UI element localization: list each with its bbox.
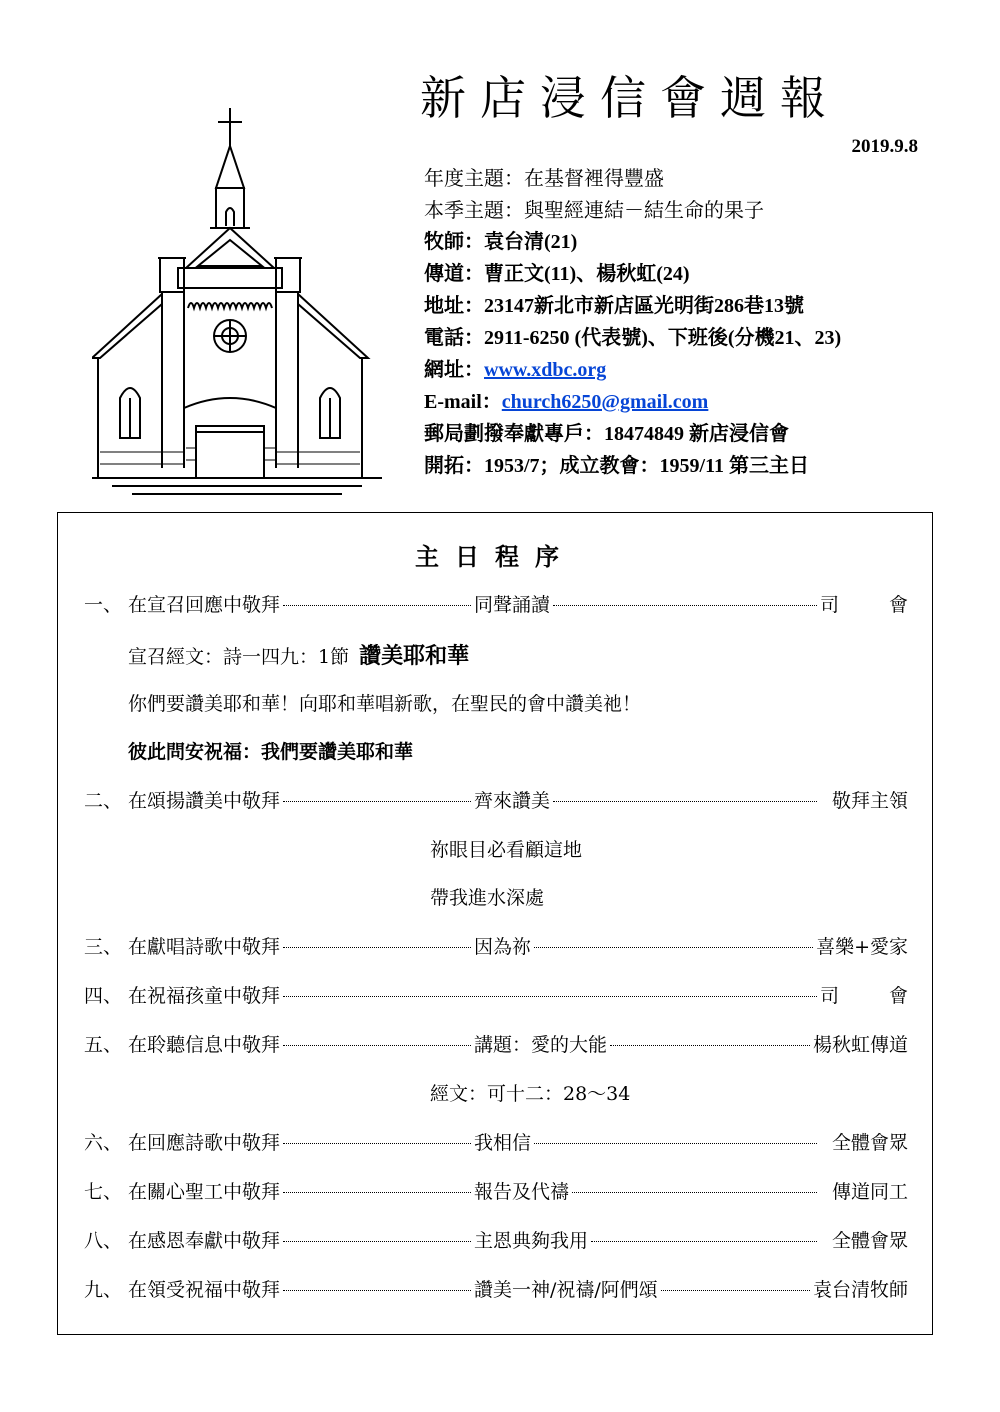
leader-dots: [534, 1143, 817, 1144]
address-line: 地址：23147新北市新店區光明街286巷13號: [424, 295, 804, 317]
leader-dots: [283, 1192, 471, 1193]
item-leader: 司會: [819, 985, 958, 1007]
item-leader: 全體會眾: [831, 1230, 908, 1252]
program-item: [84, 1226, 908, 1256]
leader-dots: [661, 1290, 810, 1291]
item-content: 同聲誦讀: [474, 594, 551, 616]
item-leader: 全體會眾: [831, 1132, 908, 1154]
song-title: 祢眼目必看顧這地: [430, 839, 583, 861]
program-item: [84, 590, 958, 620]
program-item: [84, 1128, 908, 1158]
bulletin-date: 2019.9.8: [851, 136, 918, 157]
website-link[interactable]: www.xdbc.org: [484, 359, 607, 381]
email-line: [424, 386, 841, 418]
call-title: 讚美耶和華: [359, 643, 470, 669]
annual-theme: 年度主題：在基督裡得豐盛: [424, 166, 664, 190]
leader-dots: [283, 947, 471, 948]
item-content: 報告及代禱: [474, 1181, 570, 1203]
item-leader: 喜樂+愛家: [816, 936, 908, 958]
program-item: [84, 1177, 908, 1207]
item-name: 在回應詩歌中敬拜: [128, 1132, 281, 1154]
website-line: [424, 354, 841, 386]
item-number: 八、: [84, 1230, 123, 1252]
program-item: [84, 932, 908, 962]
email-label: E-mail：: [424, 391, 502, 413]
season-theme: 本季主題：與聖經連結－結生命的果子: [424, 198, 764, 222]
item-content: 因為祢: [474, 936, 532, 958]
pastor-line: 牧師：袁台清(21): [424, 231, 578, 253]
email-link[interactable]: church6250@gmail.com: [501, 391, 709, 413]
item-number: 二、: [84, 790, 123, 812]
program-box: [57, 512, 958, 1335]
item-number: 七、: [84, 1181, 123, 1203]
item-name: 在宣召回應中敬拜: [128, 594, 281, 616]
founded-line: 開拓：1953/7；成立教會：1959/11 第三主日: [424, 455, 810, 477]
item-name: 在關心聖工中敬拜: [128, 1181, 281, 1203]
item-content: 講題：愛的大能: [474, 1034, 608, 1056]
leader-dots: [283, 1241, 471, 1242]
leader-dots: [283, 996, 817, 997]
item-content: 主恩典夠我用: [474, 1230, 589, 1252]
program-item: [84, 981, 958, 1011]
leader-dots: [283, 605, 471, 606]
preachers-line: 傳道：曹正文(11)、楊秋虹(24): [424, 263, 690, 285]
item-number: 三、: [84, 936, 123, 958]
item-leader: 袁台清牧師: [812, 1279, 908, 1301]
leader-dots: [572, 1192, 817, 1193]
item-name: 在領受祝福中敬拜: [128, 1279, 281, 1301]
leader-dots: [283, 1290, 471, 1291]
call-scripture-line: [128, 639, 469, 670]
item-name: 在獻唱詩歌中敬拜: [128, 936, 281, 958]
item-name: 在聆聽信息中敬拜: [128, 1034, 281, 1056]
item-number: 五、: [84, 1034, 123, 1056]
church-illustration: [92, 108, 392, 508]
leader-dots: [534, 947, 813, 948]
call-text: 你們要讚美耶和華！向耶和華唱新歌，在聖民的會中讚美祂！: [128, 693, 642, 715]
leader-dots: [283, 801, 471, 802]
item-name: 在祝福孩童中敬拜: [128, 985, 281, 1007]
item-leader: 司會: [819, 594, 958, 616]
item-name: 在頌揚讚美中敬拜: [128, 790, 281, 812]
item-leader: 傳道同工: [831, 1181, 908, 1203]
program-title: 主日程序: [415, 542, 575, 571]
phone-line: 電話：2911-6250 (代表號)、下班後(分機21、23): [424, 327, 842, 349]
item-number: 六、: [84, 1132, 123, 1154]
leader-dots: [591, 1241, 817, 1242]
song-title: 帶我進水深處: [430, 887, 545, 909]
item-number: 四、: [84, 985, 123, 1007]
item-leader: 敬拜主領: [831, 790, 908, 812]
leader-dots: [283, 1143, 471, 1144]
call-scripture: 宣召經文：詩一四九：1節: [128, 646, 350, 668]
bulletin-title: 新店浸信會週報: [420, 71, 840, 125]
item-content: 我相信: [474, 1132, 532, 1154]
postal-line: 郵局劃撥奉獻專戶：18474849 新店浸信會: [424, 423, 789, 445]
church-info: [424, 162, 841, 482]
item-number: 一、: [84, 594, 123, 616]
sermon-text: 經文：可十二：28～34: [430, 1083, 631, 1105]
leader-dots: [610, 1045, 810, 1046]
program-item: [84, 1275, 908, 1305]
item-content: 讚美一神/祝禱/阿們頌: [474, 1279, 658, 1301]
greeting-line: 彼此問安祝福：我們要讚美耶和華: [128, 741, 414, 763]
item-number: 九、: [84, 1279, 123, 1301]
leader-dots: [553, 605, 817, 606]
leader-dots: [553, 801, 817, 802]
item-name: 在感恩奉獻中敬拜: [128, 1230, 281, 1252]
program-item: [84, 786, 908, 816]
program-item: [84, 1030, 908, 1060]
leader-dots: [283, 1045, 471, 1046]
website-label: 網址：: [424, 359, 484, 381]
item-content: 齊來讚美: [474, 790, 551, 812]
item-leader: 楊秋虹傳道: [812, 1034, 908, 1056]
